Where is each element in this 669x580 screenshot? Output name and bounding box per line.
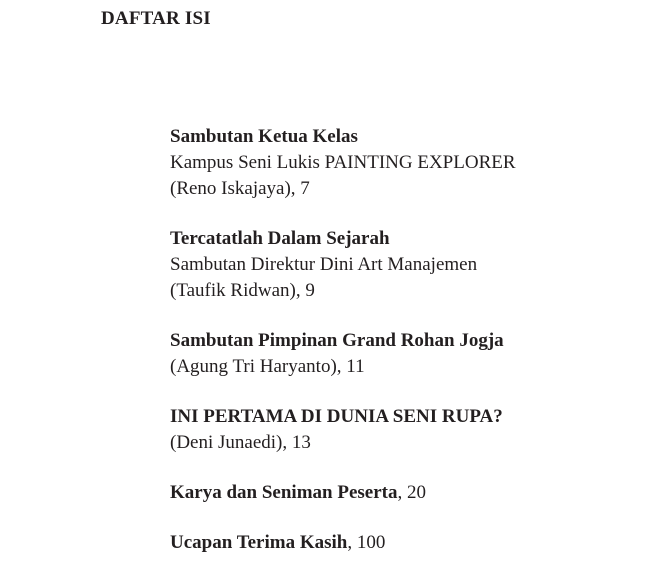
toc-entry-author-page: (Deni Junaedi), 13 [170,432,311,453]
toc-entry-author-page: (Agung Tri Haryanto), 11 [170,356,365,377]
toc-entry [170,226,650,304]
toc-entry-page-number: , 20 [397,482,426,503]
toc-entry-author-page: (Taufik Ridwan), 9 [170,280,315,301]
toc-entry-line [170,530,650,556]
toc-entry [170,328,650,380]
toc-entry-title: INI PERTAMA DI DUNIA SENI RUPA? [170,406,503,427]
toc-entry-line [170,480,650,506]
toc-entry-subtitle: Kampus Seni Lukis PAINTING EXPLORER [170,152,516,173]
toc-entry-subtitle: Sambutan Direktur Dini Art Manajemen [170,254,478,275]
toc-entry-title: Karya dan Seniman Peserta [170,482,398,503]
toc-entry [170,404,650,456]
toc-entry-author-page: (Reno Iskajaya), 7 [170,178,310,199]
toc-entry-title: Tercatatlah Dalam Sejarah [170,228,390,249]
toc-entry-title: Sambutan Pimpinan Grand Rohan Jogja [170,330,504,351]
table-of-contents [170,124,650,580]
page-title: DAFTAR ISI [101,8,211,29]
toc-entry-title: Sambutan Ketua Kelas [170,126,358,147]
toc-entry [170,124,650,202]
toc-entry [170,530,650,556]
toc-entry-page-number: , 100 [347,532,386,553]
toc-entry [170,480,650,506]
toc-entry-title: Ucapan Terima Kasih [170,532,348,553]
